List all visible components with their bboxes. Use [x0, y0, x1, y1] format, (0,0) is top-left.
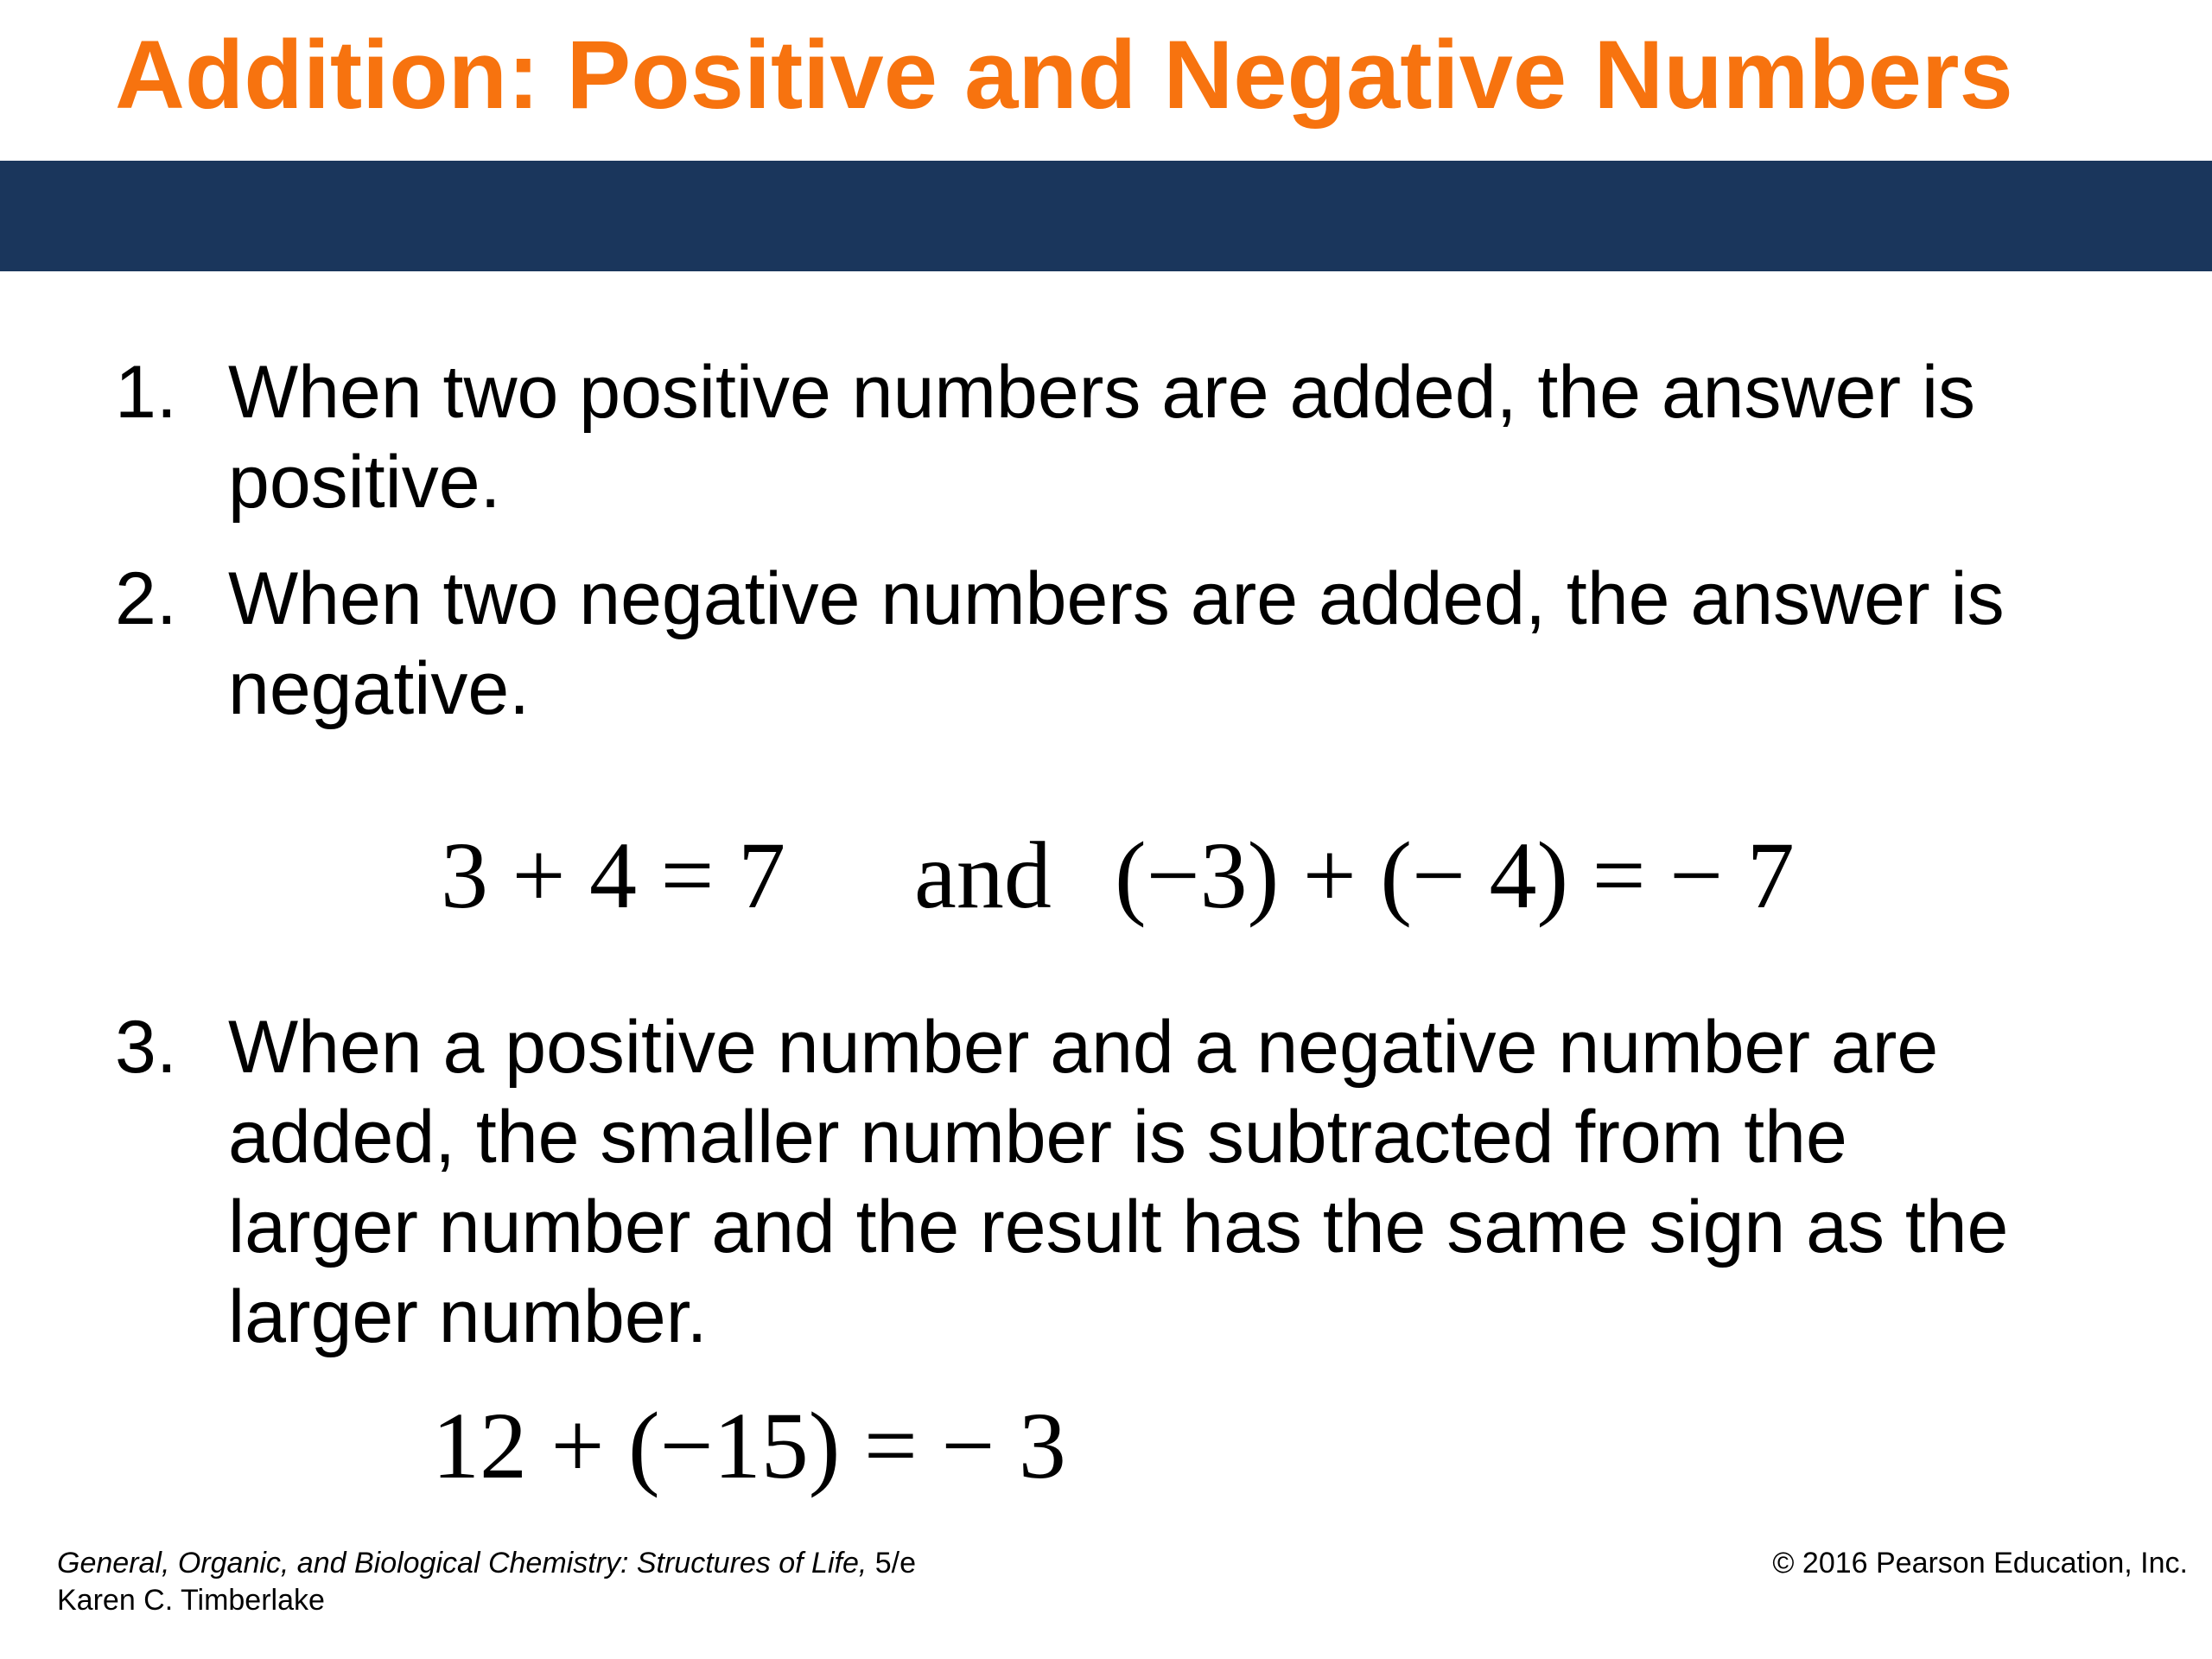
equation-negative-sum: (−3) + (− 4) = − 7: [1115, 823, 1795, 928]
equation-mixed-sum: 12 + (−15) = − 3: [432, 1393, 1066, 1498]
rule-text: When two negative numbers are added, the answer is negative.: [228, 557, 2005, 730]
footer-copyright: © 2016 Pearson Education, Inc.: [1772, 1547, 2188, 1580]
rule-text: When a positive number and a negative number are added, the smaller number is subtracted from the larger number and the result has the same sign as the larger number.: [228, 1006, 2009, 1358]
title-divider-bar: [0, 161, 2212, 271]
footer-book-title: General, Organic, and Biological Chemistry: Structures of Life,: [57, 1547, 868, 1580]
rule-text: When two positive numbers are added, the answer is positive.: [228, 351, 1976, 524]
footer-edition: 5/e: [874, 1547, 917, 1580]
footer-author: Karen C. Timberlake: [57, 1584, 325, 1617]
rule-number: 2.: [115, 557, 177, 640]
rule-number: 1.: [115, 351, 177, 434]
rule-number: 3.: [115, 1006, 177, 1089]
equation-connector: and: [914, 823, 1052, 928]
equation-positive-sum: 3 + 4 = 7: [441, 823, 786, 928]
footer-source: [57, 1545, 916, 1619]
slide-title: Addition: Positive and Negative Numbers: [115, 21, 2013, 129]
